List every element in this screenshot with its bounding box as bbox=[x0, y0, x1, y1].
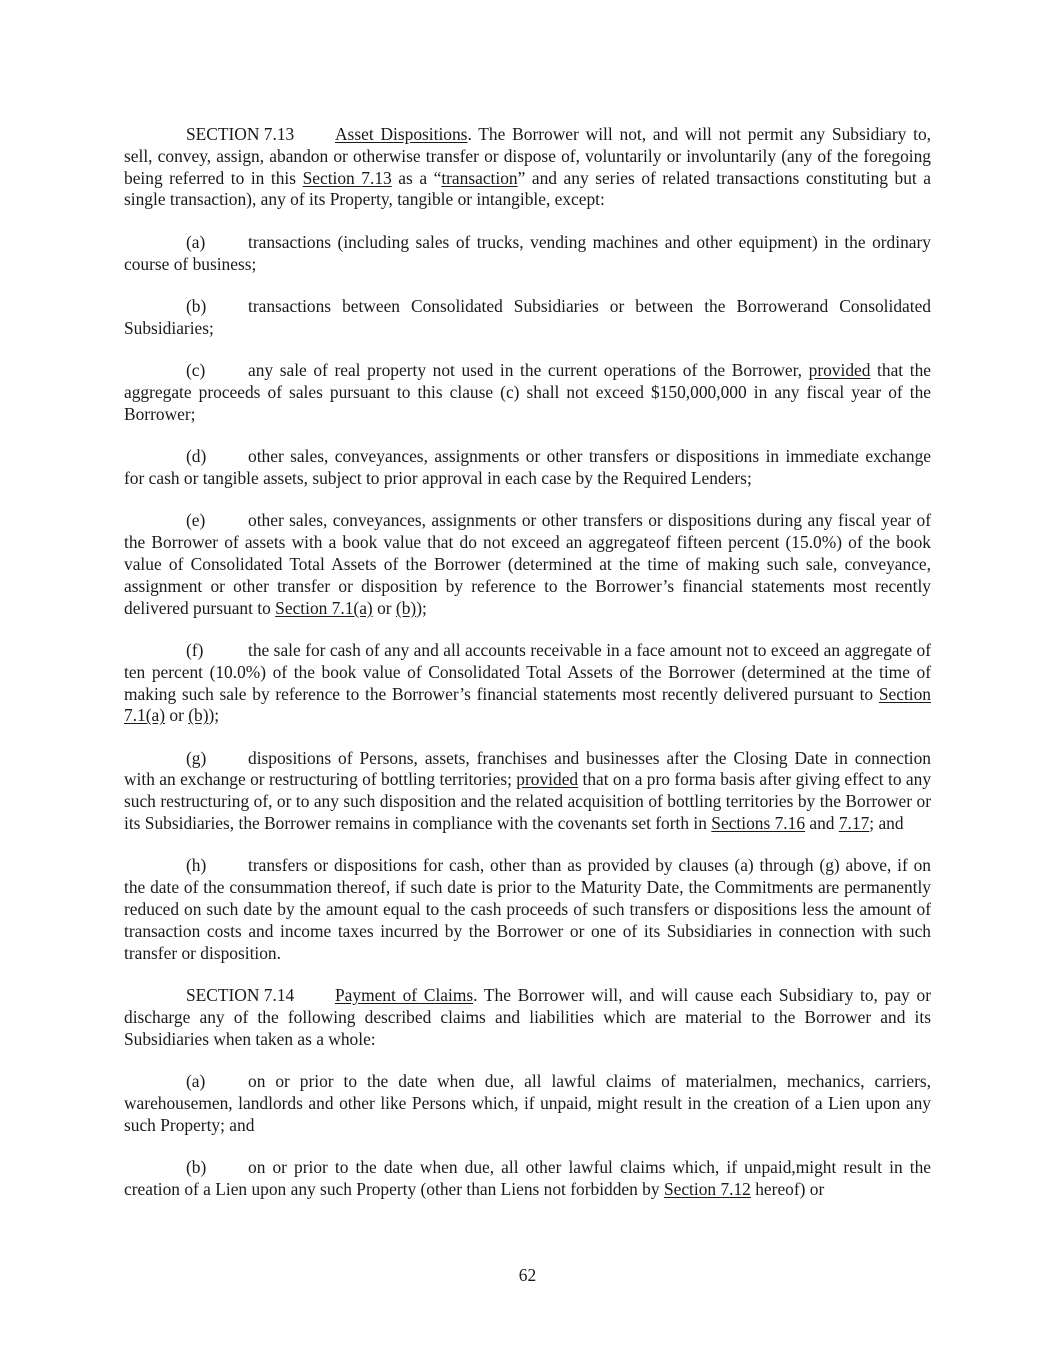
body-text: . The Borrower will, and will cause each Subsidiary to, pay or discharge any of the following described claims and liabilities which are material to the Borrower and its Subsidiaries when taken as a whole: bbox=[124, 985, 931, 1049]
clause-label: (a) bbox=[186, 1071, 206, 1092]
section-number: SECTION 7.14 bbox=[186, 985, 295, 1006]
clause-d bbox=[124, 446, 931, 490]
clause-text: dispositions of Persons, assets, franchises and businesses after the Closing Date in connection with an exchange or restructuring of bottling territories; bbox=[124, 747, 931, 790]
clause-text: transfers or dispositions for cash, other than as provided by clauses (a) through (g) above, if on the date of the consummation thereof, if such date is prior to the Maturity Date, the Commitments are permanently reduced on such date by the amount equal to the cash proceeds of such transfers or dispositions less the amount of transaction costs and income taxes incurred by the Borrower or one of its Subsidiaries in connection with such transfer or disposition. bbox=[124, 855, 931, 963]
clause-text: ; and bbox=[869, 813, 904, 834]
cross-reference: 7.17 bbox=[838, 813, 870, 834]
clause-text: or bbox=[165, 705, 189, 726]
clause-text: the sale for cash of any and all accounts receivable in a face amount not to exceed an aggregate of ten percent (10.0%) of the book value of Consolidated Total Assets of the Borrower (determined at the time of making such sale by reference to the Borrower’s financial statements most recently delivered pursuant to bbox=[124, 639, 931, 704]
defined-term: provided bbox=[516, 769, 579, 790]
clause-text: any sale of real property not used in the current operations of the Borrower, bbox=[248, 360, 809, 381]
clause-label: (e) bbox=[186, 510, 206, 531]
clause-f bbox=[124, 640, 931, 727]
clause-text: or bbox=[372, 597, 396, 618]
document-page bbox=[124, 124, 931, 1221]
clause-text: ); bbox=[208, 705, 220, 726]
clause-text: hereof) or bbox=[750, 1178, 825, 1199]
clause-text: that the aggregate proceeds of sales pursuant to this clause (c) shall not exceed $150,000,000 in any fiscal year of the Borrower; bbox=[124, 360, 931, 424]
clause-h bbox=[124, 855, 931, 964]
section-7-14-intro bbox=[124, 985, 931, 1050]
clause-label: (d) bbox=[186, 446, 207, 467]
body-text: . The Borrower will not, and will not permit any Subsidiary to, sell, convey, assign, abandon or otherwise transfer or dispose of, voluntarily or involuntarily (any of the foregoing being referred to in this bbox=[124, 124, 932, 188]
body-text: as a “ bbox=[391, 167, 442, 188]
clause-b bbox=[124, 296, 931, 340]
clause-text: other sales, conveyances, assignments or other transfers or dispositions during any fiscal year of the Borrower of assets with a book value that do not exceed an aggregateof fifteen percent (15.0%) of the book value of Consolidated Total Assets of the Borrower (determined at the time of making such sale, conveyance, assignment or other transfer or disposition by reference to the Borrower’s financial statements most recently delivered pursuant to bbox=[124, 510, 931, 618]
clause-text: ); bbox=[416, 597, 427, 618]
cross-reference: (b) bbox=[395, 597, 417, 618]
cross-reference: (b) bbox=[188, 705, 209, 726]
defined-term: provided bbox=[808, 360, 871, 381]
clause-a bbox=[124, 232, 931, 276]
clause-text: transactions (including sales of trucks, vending machines and other equipment) in the ordinary course of business; bbox=[124, 231, 931, 274]
clause-c bbox=[124, 360, 931, 425]
defined-term: transaction bbox=[441, 167, 518, 188]
cross-reference: Section 7.1(a) bbox=[275, 597, 373, 618]
clause-e bbox=[124, 510, 931, 619]
section-7-13-intro bbox=[124, 124, 931, 211]
section-number: SECTION 7.13 bbox=[186, 124, 295, 144]
clause-text: and bbox=[805, 813, 839, 834]
section-heading: Payment of Claims bbox=[335, 985, 474, 1006]
cross-reference: Sections 7.16 bbox=[711, 813, 806, 834]
clause-label: (f) bbox=[186, 639, 204, 660]
clause-label: (a) bbox=[186, 231, 206, 252]
cross-reference: Section 7.12 bbox=[663, 1178, 751, 1199]
claims-clause-a bbox=[124, 1071, 931, 1136]
clause-label: (g) bbox=[186, 747, 207, 768]
section-heading: Asset Dispositions bbox=[335, 124, 468, 144]
clause-text: that on a pro forma basis after giving effect to any such restructuring of, or to any such disposition and the related acquisition of bottling territories by the Borrower or its Subsidiaries, the Borrower remains in compliance with the covenants set forth in bbox=[124, 769, 932, 834]
clause-text: on or prior to the date when due, all other lawful claims which, if unpaid,might result in the creation of a Lien upon any such Property (other than Liens not forbidden by bbox=[124, 1157, 931, 1199]
clause-g bbox=[124, 748, 931, 835]
clause-label: (c) bbox=[186, 360, 206, 381]
clause-label: (h) bbox=[186, 855, 207, 876]
clause-text: transactions between Consolidated Subsidiaries or between the Borrowerand Consolidated Subsidiaries; bbox=[124, 295, 931, 338]
clause-label: (b) bbox=[186, 295, 207, 316]
body-text: ” and any series of related transactions constituting but a single transaction), any of its Property, tangible or intangible, except: bbox=[124, 167, 931, 210]
clause-text: on or prior to the date when due, all lawful claims of materialmen, mechanics, carriers, warehousemen, landlords and other like Persons which, if unpaid, might result in the creation of a Lien upon any such Property; and bbox=[124, 1071, 931, 1135]
page-number: 62 bbox=[518, 1265, 537, 1285]
cross-reference: Section 7.1(a) bbox=[124, 683, 931, 726]
clause-text: other sales, conveyances, assignments or other transfers or dispositions in immediate exchange for cash or tangible assets, subject to prior approval in each case by the Required Lenders; bbox=[124, 446, 931, 488]
claims-clause-b bbox=[124, 1157, 931, 1201]
clause-label: (b) bbox=[186, 1157, 207, 1178]
cross-reference: Section 7.13 bbox=[302, 167, 392, 188]
